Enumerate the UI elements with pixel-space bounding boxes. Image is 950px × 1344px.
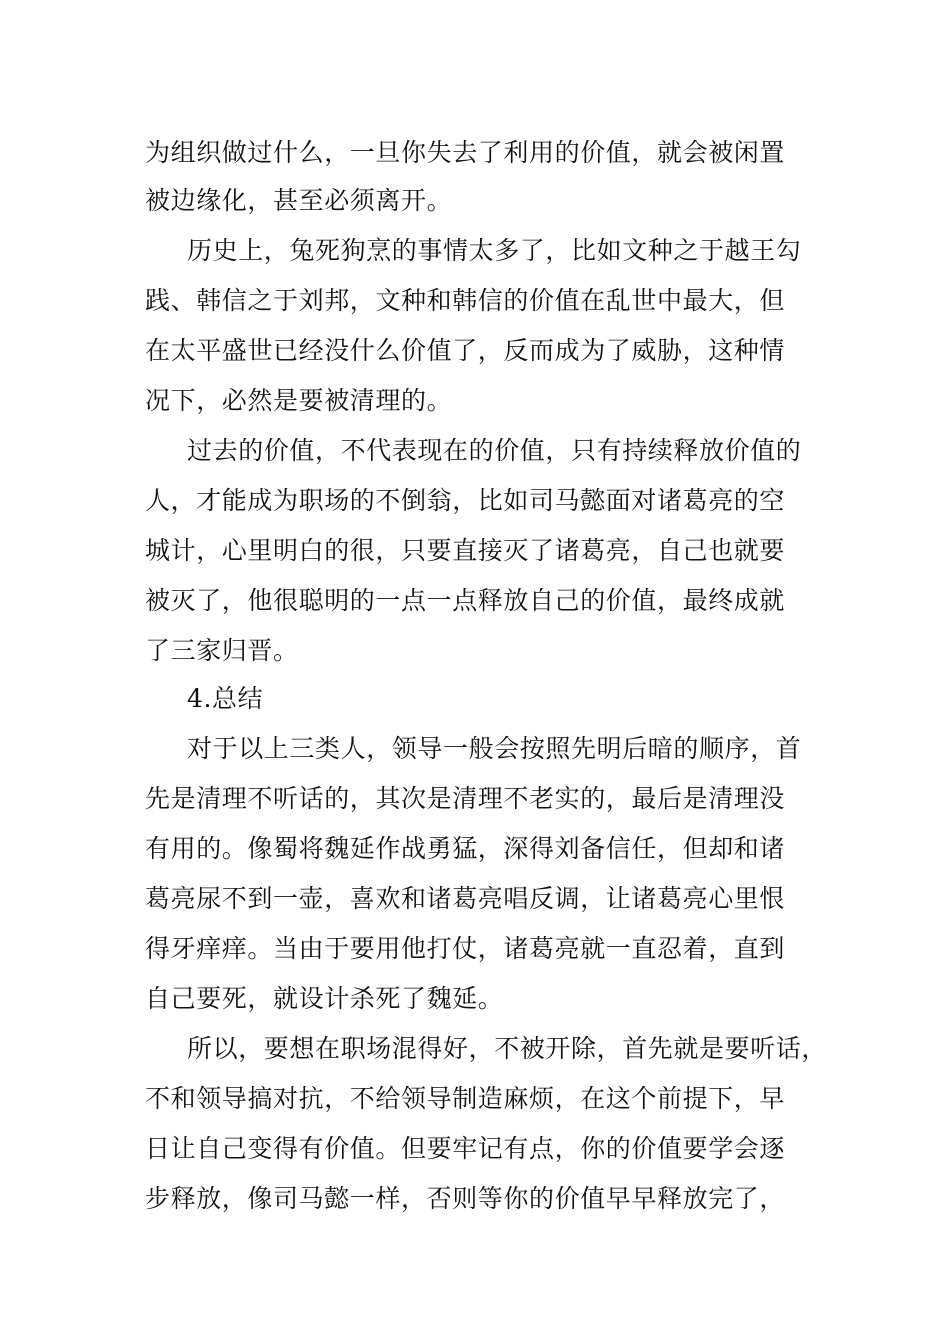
paragraph-line: 况下，必然是要被清理的。: [145, 386, 453, 415]
paragraph-line: 先是清理不听话的，其次是清理不老实的，最后是清理没: [145, 784, 786, 813]
paragraph-line: 自己要死，就设计杀死了魏延。: [145, 984, 504, 1013]
paragraph-line: 了三家归晋。: [145, 636, 299, 665]
paragraph-line: 在太平盛世已经没什么价值了，反而成为了威胁，这种情: [145, 336, 786, 365]
paragraph-line: 对于以上三类人，领导一般会按照先明后暗的顺序，首: [187, 734, 802, 763]
paragraph-line: 葛亮尿不到一壶，喜欢和诸葛亮唱反调，让诸葛亮心里恨: [145, 884, 786, 913]
paragraph-line: 不和领导搞对抗，不给领导制造麻烦，在这个前提下，早: [145, 1084, 786, 1113]
paragraph-line: 城计，心里明白的很，只要直接灭了诸葛亮，自己也就要: [145, 536, 786, 565]
paragraph-line: 为组织做过什么，一旦你失去了利用的价值，就会被闲置: [145, 138, 786, 167]
paragraph-line: 践、韩信之于刘邦，文种和韩信的价值在乱世中最大，但: [145, 286, 786, 315]
paragraph-line: 所以，要想在职场混得好，不被开除，首先就是要听话，: [187, 1034, 828, 1063]
paragraph-line: 被灭了，他很聪明的一点一点释放自己的价值，最终成就: [145, 586, 786, 615]
paragraph-line: 步释放，像司马懿一样，否则等你的价值早早释放完了，: [145, 1184, 786, 1213]
paragraph-line: 过去的价值，不代表现在的价值，只有持续释放价值的: [187, 436, 802, 465]
paragraph-line: 人，才能成为职场的不倒翁，比如司马懿面对诸葛亮的空: [145, 486, 786, 515]
paragraph-line: 有用的。像蜀将魏延作战勇猛，深得刘备信任，但却和诸: [145, 834, 786, 863]
section-heading: 4.总结: [187, 684, 264, 713]
paragraph-line: 得牙痒痒。当由于要用他打仗，诸葛亮就一直忍着，直到: [145, 934, 786, 963]
paragraph-line: 被边缘化，甚至必须离开。: [145, 186, 453, 215]
paragraph-line: 历史上，兔死狗烹的事情太多了，比如文种之于越王勾: [187, 236, 802, 265]
paragraph-line: 日让自己变得有价值。但要牢记有点，你的价值要学会逐: [145, 1134, 786, 1163]
